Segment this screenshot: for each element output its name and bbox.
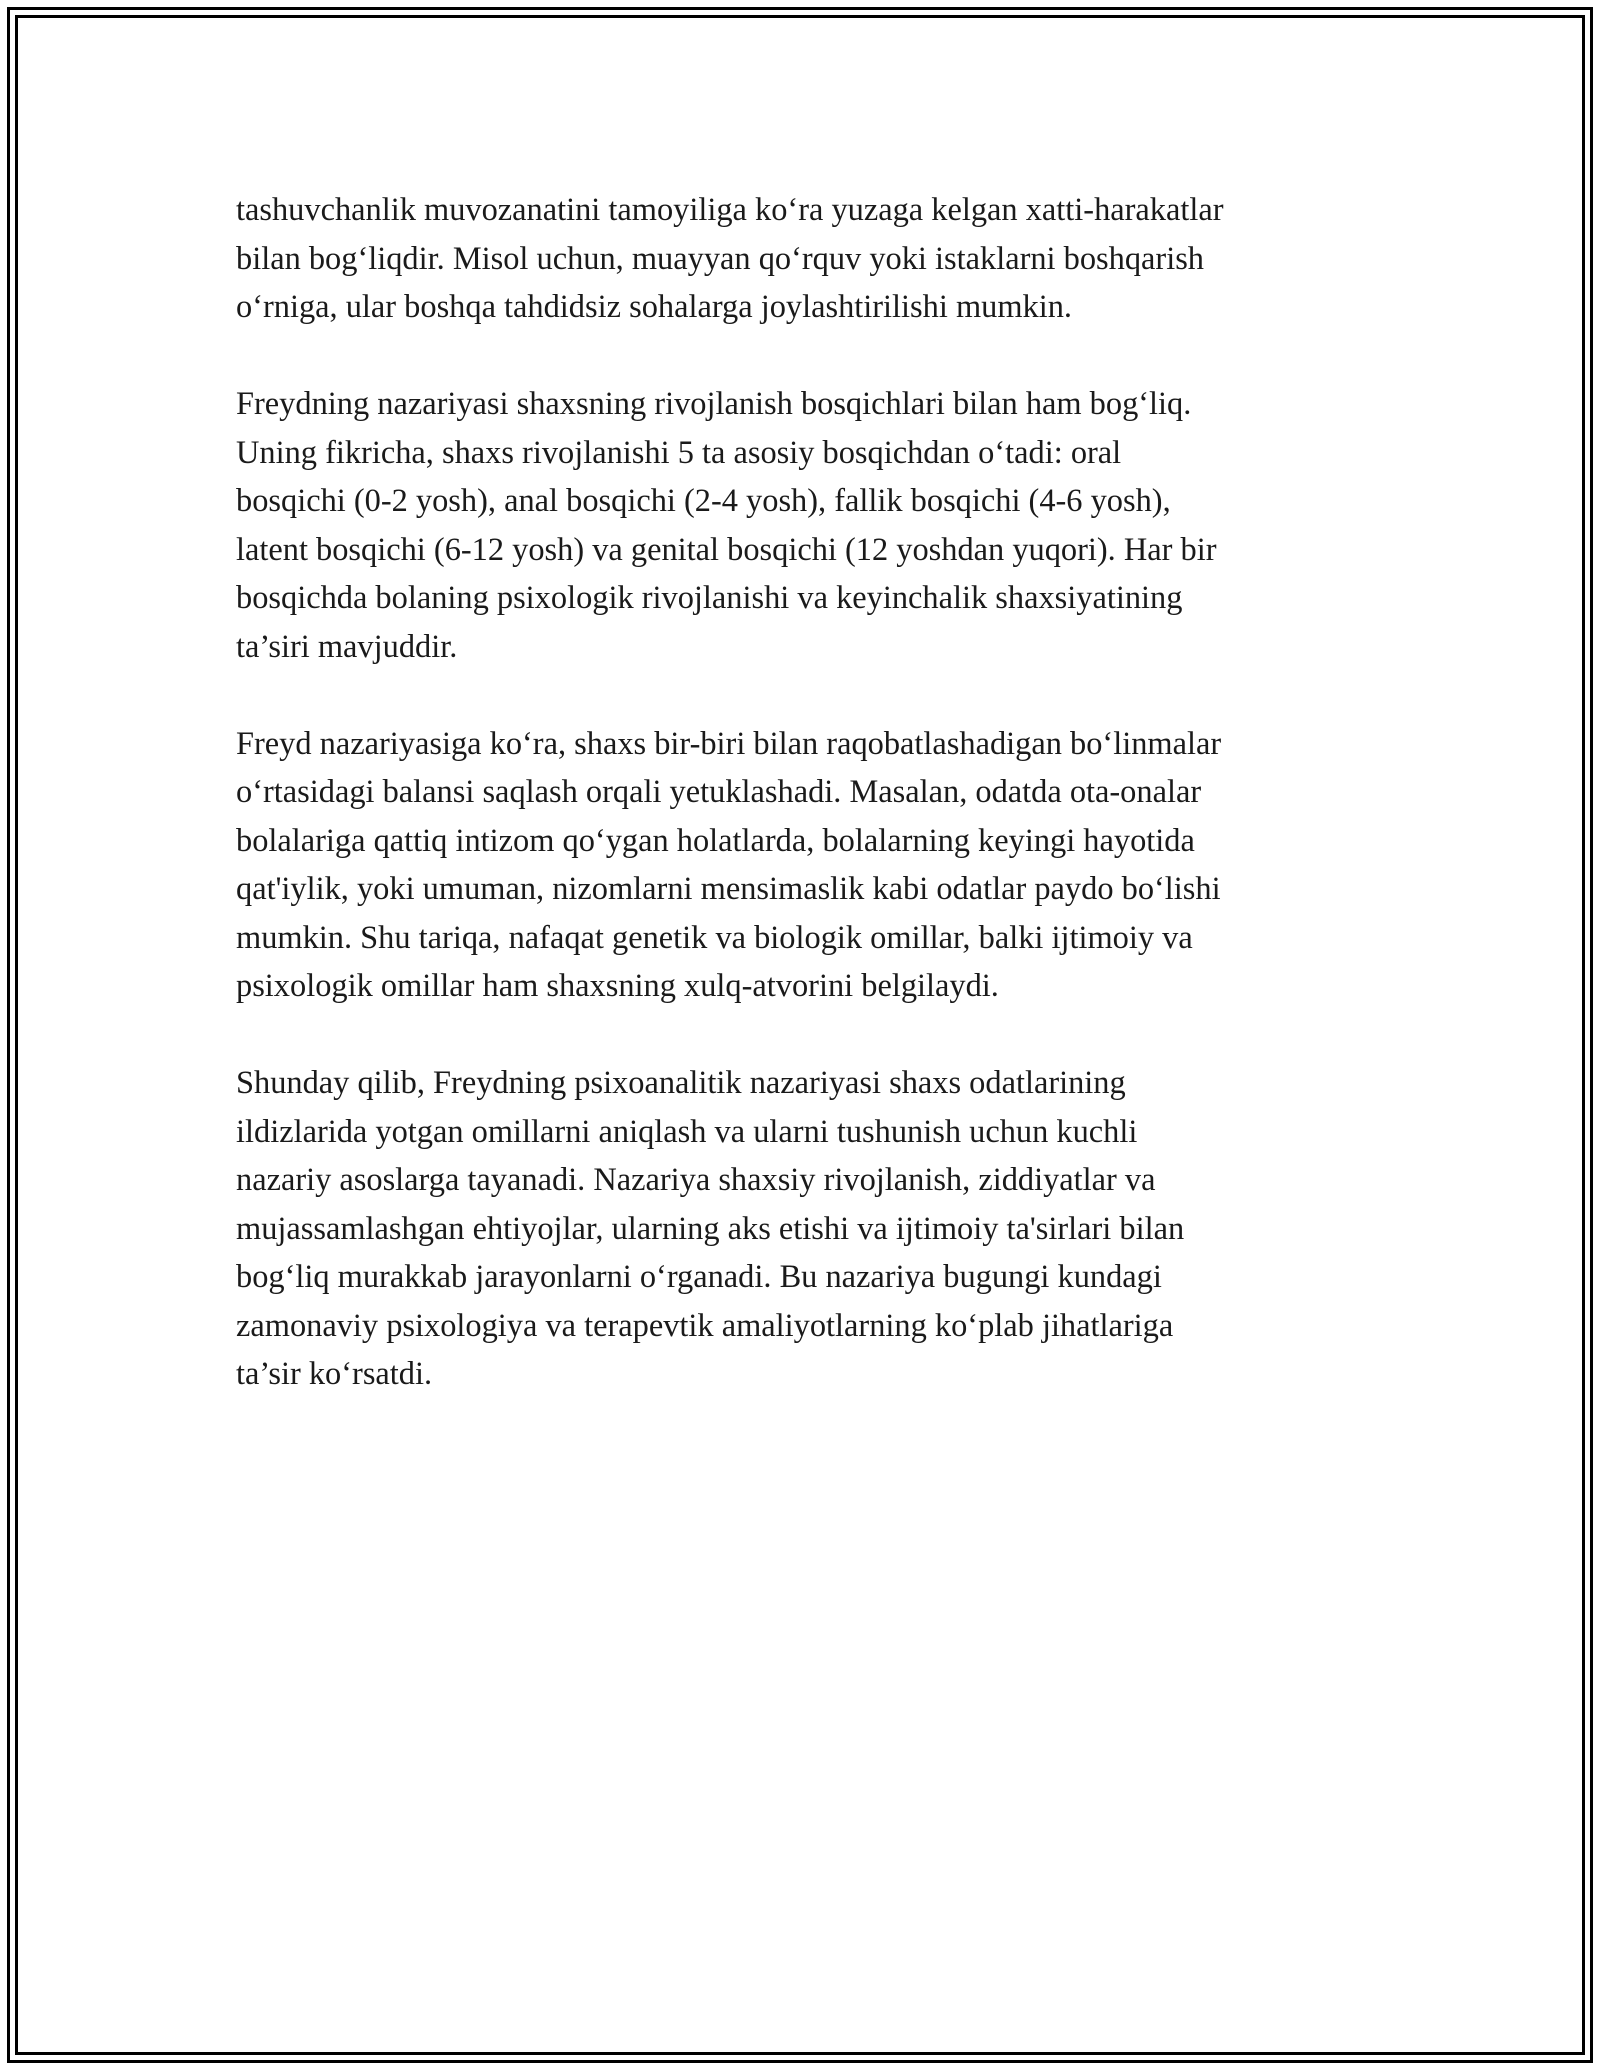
document-body bbox=[236, 186, 1376, 1447]
text-line: zamonaviy psixologiya va terapevtik amaliyotlarning ko‘plab jihatlariga bbox=[236, 1307, 1174, 1344]
text-line: tashuvchanlik muvozanatini tamoyiliga ko‘ra yuzaga kelgan xatti-harakatlar bbox=[236, 192, 1224, 228]
paragraph-1 bbox=[236, 186, 1376, 332]
text-line: latent bosqichi (6-12 yosh) va genital bosqichi (12 yoshdan yuqori). Har bir bbox=[236, 531, 1217, 568]
text-line: Freyd nazariyasiga ko‘ra, shaxs bir-biri bilan raqobatlashadigan bo‘linmalar bbox=[236, 725, 1222, 762]
text-line: bilan bog‘liqdir. Misol uchun, muayyan qo‘rquv yoki istaklarni boshqarish bbox=[236, 240, 1205, 277]
text-line: psixologik omillar ham shaxsning xulq-atvorini belgilaydi. bbox=[236, 968, 999, 1004]
text-line: mujassamlashgan ehtiyojlar, ularning aks etishi va ijtimoiy ta'sirlari bilan bbox=[236, 1210, 1185, 1247]
text-line: bosqichda bolaning psixologik rivojlanishi va keyinchalik shaxsiyatining bbox=[236, 580, 1183, 616]
text-line: bog‘liq murakkab jarayonlarni o‘rganadi. Bu nazariya bugungi kundagi bbox=[236, 1259, 1162, 1295]
text-line: Uning fikricha, shaxs rivojlanishi 5 ta asosiy bosqichdan o‘tadi: oral bbox=[236, 434, 1122, 471]
text-line: mumkin. Shu tariqa, nafaqat genetik va biologik omillar, balki ijtimoiy va bbox=[236, 919, 1193, 956]
text-line: ta’sir ko‘rsatdi. bbox=[236, 1356, 433, 1392]
text-line: nazariy asoslarga tayanadi. Nazariya shaxsiy rivojlanish, ziddiyatlar va bbox=[236, 1162, 1156, 1198]
paragraph-3 bbox=[236, 720, 1376, 1011]
paragraph-2 bbox=[236, 380, 1376, 671]
text-line: o‘rniga, ular boshqa tahdidsiz sohalarga joylashtirilishi mumkin. bbox=[236, 289, 1073, 325]
text-line: ta’siri mavjuddir. bbox=[236, 628, 458, 665]
text-line: o‘rtasidagi balansi saqlash orqali yetuklashadi. Masalan, odatda ota-onalar bbox=[236, 774, 1202, 810]
text-line: Freydning nazariyasi shaxsning rivojlanish bosqichlari bilan ham bog‘liq. bbox=[236, 386, 1192, 422]
text-line: ildizlarida yotgan omillarni aniqlash va ularni tushunish uchun kuchli bbox=[236, 1113, 1138, 1150]
text-line: qat'iylik, yoki umuman, nizomlarni mensimaslik kabi odatlar paydo bo‘lishi bbox=[236, 871, 1221, 907]
text-line: bolalariga qattiq intizom qo‘ygan holatlarda, bolalarning keyingi hayotida bbox=[236, 822, 1195, 859]
text-line: Shunday qilib, Freydning psixoanalitik nazariyasi shaxs odatlarining bbox=[236, 1065, 1126, 1101]
paragraph-4 bbox=[236, 1059, 1376, 1399]
text-line: bosqichi (0-2 yosh), anal bosqichi (2-4 yosh), fallik bosqichi (4-6 yosh), bbox=[236, 483, 1171, 519]
